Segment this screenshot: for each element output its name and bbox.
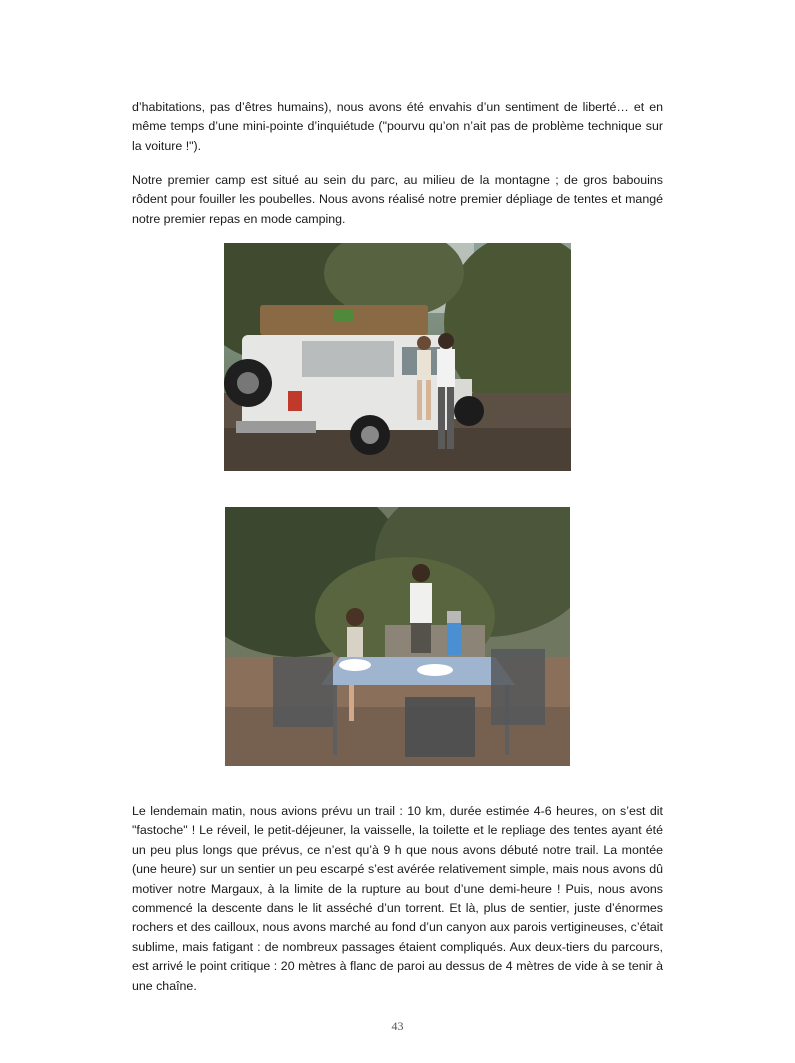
paragraph-intro: d’habitations, pas d’êtres humains), nous avons été envahis d’un sentiment de liberté… et en même temps d’une mini-pointe d’inquiétude ("pourvu qu’on n’ait pas de problème technique sur la voiture !"). bbox=[132, 100, 663, 153]
photo-truck-camp bbox=[224, 243, 571, 471]
paragraph-first-camp: Notre premier camp est situé au sein du parc, au milieu de la montagne ; de gros babouins rôdent pour fouiller les poubelles. Nous avons réalisé notre premier dépliage de tentes et mangé notre premier repas en mode camping. bbox=[132, 173, 663, 226]
paragraph-trail: Le lendemain matin, nous avions prévu un trail : 10 km, durée estimée 4-6 heures, on s’est dit "fastoche" ! Le réveil, le petit-déjeuner, la vaisselle, la toilette et le repliage des tentes ayant été un peu plus longs que prévus, ce n’est qu’à 9 h que nous avons débuté notre trail. La montée (une heure) sur un sentier un peu escarpé s’est avérée relativement simple, mais nous avons dû motiver notre Margaux, à la limite de la rupture au bout d’une demi-heure ! Puis, nous avons commencé la descente dans le lit asséché d’un torrent. Et là, plus de sentier, juste d’énormes rochers et des cailloux, nous avons marché au fond d’un canyon aux parois vertigineuses, c’était sublime, mais fatigant : de nombreux passages étaient compliqués. Aux deux-tiers du parcours, est arrivé le point critique : 20 mètres à flanc de paroi au dessus de 4 mètres de vide à se tenir à une chaîne. bbox=[132, 804, 663, 993]
photo-camp-table bbox=[225, 507, 570, 766]
page-number: 43 bbox=[391, 1019, 404, 1033]
